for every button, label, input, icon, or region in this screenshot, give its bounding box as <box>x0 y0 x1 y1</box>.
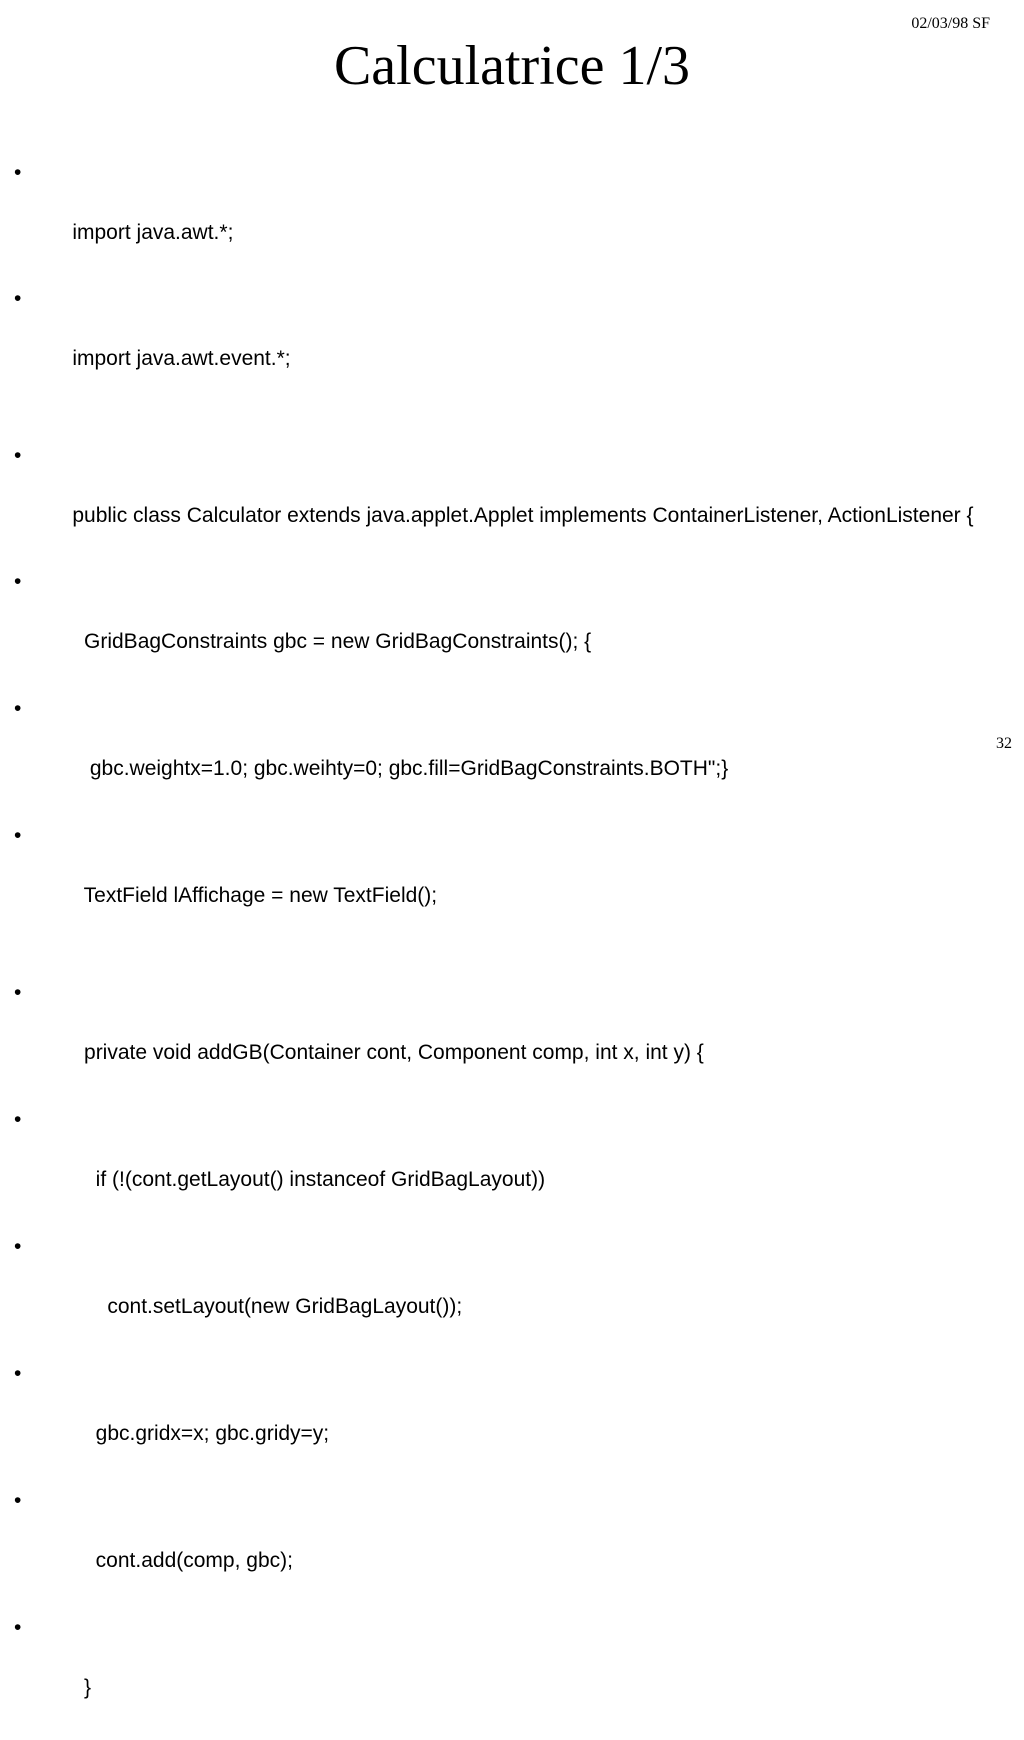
bullet-marker: • <box>14 161 22 184</box>
bullet-item <box>0 1486 1024 1606</box>
header-date-stamp: 02/03/98 SF <box>911 15 990 32</box>
bullet-item <box>0 284 1024 404</box>
bullet-text: gbc.weightx=1.0; gbc.weihty=0; gbc.fill=GridBagConstraints.BOTH";} <box>72 757 729 780</box>
bullet-marker: • <box>14 1616 22 1639</box>
bullet-item <box>0 158 1024 278</box>
bullet-marker: • <box>14 697 22 720</box>
bullet-marker: • <box>14 570 22 593</box>
bullet-text: cont.setLayout(new GridBagLayout()); <box>72 1295 463 1318</box>
bullet-item <box>0 1232 1024 1352</box>
bullet-item <box>0 567 1024 687</box>
page-number: 32 <box>996 735 1012 752</box>
bullet-marker: • <box>14 444 22 467</box>
bullet-item <box>0 978 1024 1098</box>
bullet-item <box>0 1613 1024 1733</box>
slide-title: Calculatrice 1/3 <box>333 35 691 97</box>
bullet-text: if (!(cont.getLayout() instanceof GridBagLayout)) <box>72 1168 546 1191</box>
bullet-marker: • <box>14 1489 22 1512</box>
bullet-marker: • <box>14 981 22 1004</box>
bullet-item <box>0 1105 1024 1225</box>
bullet-text: GridBagConstraints gbc = new GridBagConstraints(); { <box>72 630 592 653</box>
bullet-marker: • <box>14 1108 22 1131</box>
bullet-text: import java.awt.event.*; <box>72 347 291 370</box>
bullet-list <box>0 158 1024 1740</box>
bullet-text: public class Calculator extends java.applet.Applet implements ContainerListener, ActionListener { <box>72 504 974 527</box>
bullet-item <box>0 1359 1024 1479</box>
bullet-text: private void addGB(Container cont, Component comp, int x, int y) { <box>72 1041 704 1064</box>
bullet-text: import java.awt.*; <box>72 221 234 244</box>
bullet-marker: • <box>14 1362 22 1385</box>
bullet-marker: • <box>14 1235 22 1258</box>
bullet-text: } <box>72 1676 92 1699</box>
bullet-text: TextField lAffichage = new TextField(); <box>72 884 438 907</box>
bullet-item <box>0 441 1024 561</box>
bullet-text: gbc.gridx=x; gbc.gridy=y; <box>72 1422 330 1445</box>
bullet-item <box>0 821 1024 941</box>
bullet-text: cont.add(comp, gbc); <box>72 1549 293 1572</box>
bullet-item <box>0 694 1024 814</box>
bullet-marker: • <box>14 824 22 847</box>
bullet-marker: • <box>14 287 22 310</box>
